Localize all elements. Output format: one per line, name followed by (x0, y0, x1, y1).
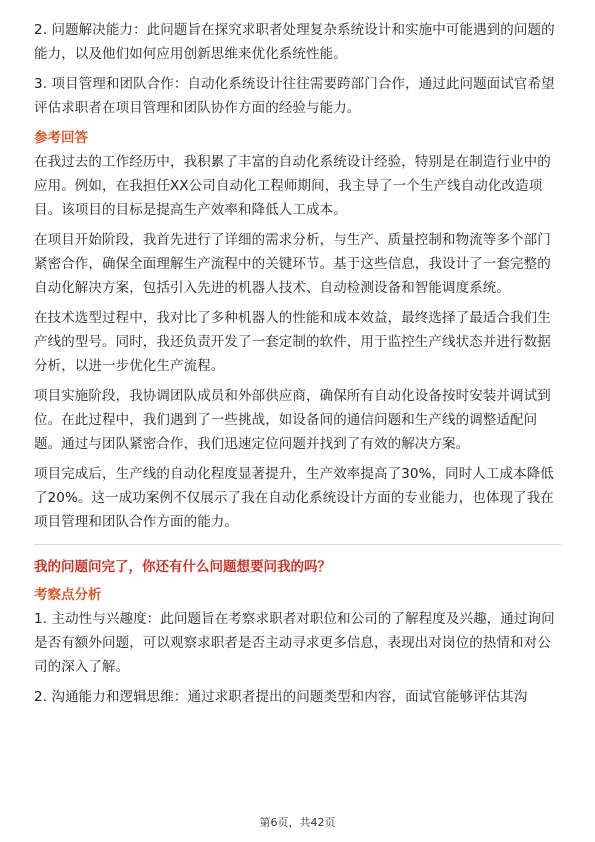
answer-paragraph-3: 在技术选型过程中，我对比了多种机器人的性能和成本效益，最终选择了最适合我们生产线的型号。同时，我还负责开发了一套定制的软件，用于监控生产线状态并进行数据分析，以进一步优化生产流程。 (34, 310, 551, 374)
answer-paragraph-1: 在我过去的工作经历中，我积累了丰富的自动化系统设计经验，特别是在制造行业中的应用。例如，在我担任XX公司自动化工程师期间，我主导了一个生产线自动化改造项目。该项目的目标是提高生产效率和降低人工成本。 (34, 154, 551, 218)
answer-paragraph-4: 项目实施阶段，我协调团队成员和外部供应商，确保所有自动化设备按时安装并调试到位。在此过程中，我们遇到了一些挑战，如设备间的通信问题和生产线的调整适配问题。通过与团队紧密合作，我们迅速定位问题并找到了有效的解决方案。 (34, 388, 551, 452)
analysis-heading: 考察点分析 (34, 587, 102, 603)
answer-paragraph-5: 项目完成后，生产线的自动化程度显著提升，生产效率提高了30%，同时人工成本降低了20%。这一成功案例不仅展示了我在自动化系统设计方面的专业能力，也体现了我在项目管理和团队合作方面的能力。 (34, 466, 554, 530)
question-analysis-point-2: 2. 沟通能力和逻辑思维：通过求职者提出的问题类型和内容，面试官能够评估其沟 (34, 689, 528, 705)
reference-answer-heading: 参考回答 (34, 130, 88, 146)
analysis-point-2: 2. 问题解决能力：此问题旨在探究求职者处理复杂系统设计和实施中可能遇到的问题的能力，以及他们如何应用创新思维来优化系统性能。 (34, 22, 555, 62)
document-page (34, 18, 561, 715)
analysis-point-3: 3. 项目管理和团队合作：自动化系统设计往往需要跨部门合作，通过此问题面试官希望评估求职者在项目管理和团队协作方面的经验与能力。 (34, 76, 555, 116)
answer-paragraph-2: 在项目开始阶段，我首先进行了详细的需求分析，与生产、质量控制和物流等多个部门紧密合作，确保全面理解生产流程中的关键环节。基于这些信息，我设计了一套完整的自动化解决方案，包括引入先进的机器人技术、自动检测设备和智能调度系统。 (34, 232, 551, 296)
page-footer: 第6页，共42页 (259, 816, 336, 829)
question-analysis-point-1: 1. 主动性与兴趣度：此问题旨在考察求职者对职位和公司的了解程度及兴趣，通过询问是否有额外问题，可以观察求职者是否主动寻求更多信息，表现出对岗位的热情和对公司的深入了解。 (34, 611, 555, 675)
question-title: 我的问题问完了，你还有什么问题想要问我的吗？ (34, 559, 331, 575)
section-divider (34, 544, 561, 545)
